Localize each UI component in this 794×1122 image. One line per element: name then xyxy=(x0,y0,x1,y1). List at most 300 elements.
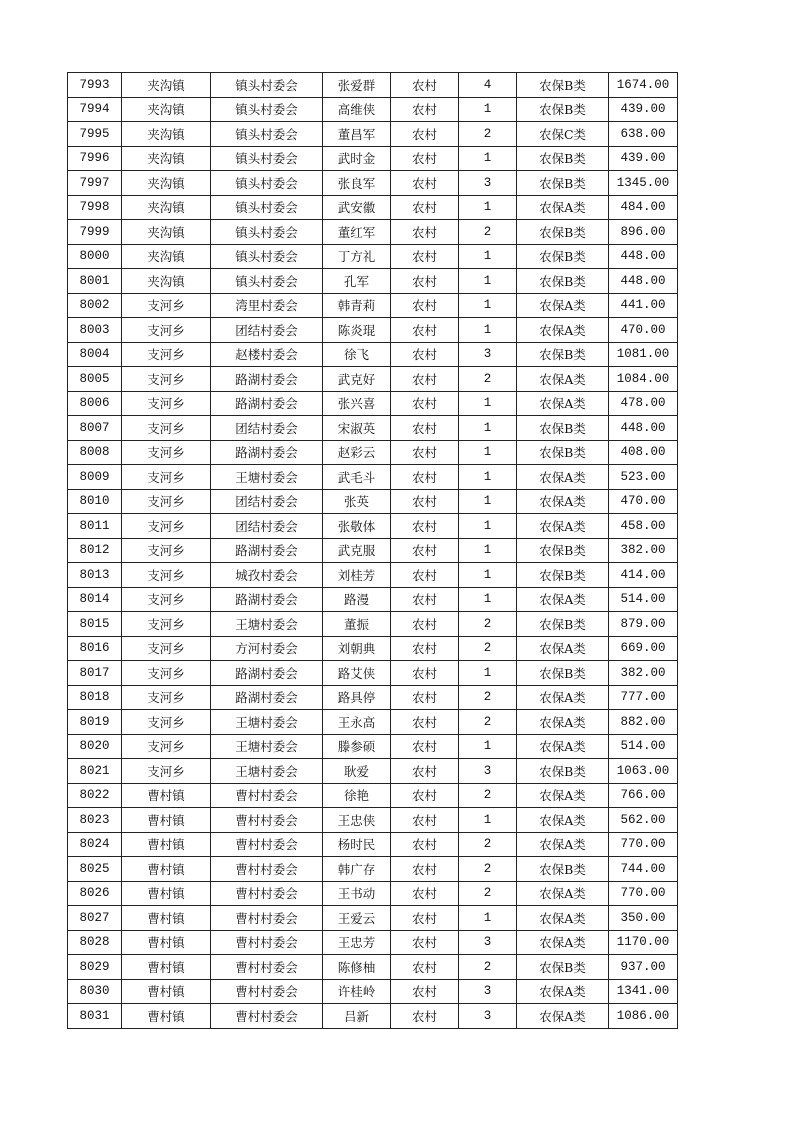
area-type-cell: 农村 xyxy=(391,930,459,955)
amount-cell: 441.00 xyxy=(609,293,678,318)
amount-cell: 882.00 xyxy=(609,710,678,735)
insurance-category-cell: 农保A类 xyxy=(517,685,609,710)
table-row xyxy=(68,881,678,906)
row-number-cell: 8013 xyxy=(68,563,122,588)
township-cell: 支河乡 xyxy=(122,685,211,710)
household-size-cell: 2 xyxy=(459,122,517,147)
table-row xyxy=(68,269,678,294)
household-size-cell: 1 xyxy=(459,318,517,343)
table-row xyxy=(68,146,678,171)
village-committee-cell: 团结村委会 xyxy=(211,416,323,441)
row-number-cell: 8027 xyxy=(68,906,122,931)
table-row xyxy=(68,930,678,955)
row-number-cell: 7994 xyxy=(68,97,122,122)
township-cell: 夹沟镇 xyxy=(122,146,211,171)
area-type-cell: 农村 xyxy=(391,808,459,833)
township-cell: 曹村镇 xyxy=(122,906,211,931)
person-name-cell: 陈修柚 xyxy=(323,955,391,980)
household-size-cell: 2 xyxy=(459,881,517,906)
township-cell: 夹沟镇 xyxy=(122,269,211,294)
amount-cell: 470.00 xyxy=(609,318,678,343)
household-size-cell: 2 xyxy=(459,955,517,980)
amount-cell: 638.00 xyxy=(609,122,678,147)
amount-cell: 1345.00 xyxy=(609,171,678,196)
row-number-cell: 8012 xyxy=(68,538,122,563)
amount-cell: 562.00 xyxy=(609,808,678,833)
township-cell: 支河乡 xyxy=(122,710,211,735)
area-type-cell: 农村 xyxy=(391,1004,459,1029)
table-row xyxy=(68,759,678,784)
person-name-cell: 吕新 xyxy=(323,1004,391,1029)
township-cell: 夹沟镇 xyxy=(122,220,211,245)
amount-cell: 382.00 xyxy=(609,538,678,563)
area-type-cell: 农村 xyxy=(391,293,459,318)
area-type-cell: 农村 xyxy=(391,636,459,661)
township-cell: 曹村镇 xyxy=(122,808,211,833)
person-name-cell: 武克好 xyxy=(323,367,391,392)
amount-cell: 669.00 xyxy=(609,636,678,661)
township-cell: 支河乡 xyxy=(122,514,211,539)
amount-cell: 484.00 xyxy=(609,195,678,220)
village-committee-cell: 镇头村委会 xyxy=(211,122,323,147)
area-type-cell: 农村 xyxy=(391,955,459,980)
household-size-cell: 1 xyxy=(459,440,517,465)
village-committee-cell: 团结村委会 xyxy=(211,318,323,343)
area-type-cell: 农村 xyxy=(391,244,459,269)
amount-cell: 770.00 xyxy=(609,881,678,906)
township-cell: 支河乡 xyxy=(122,293,211,318)
amount-cell: 439.00 xyxy=(609,146,678,171)
area-type-cell: 农村 xyxy=(391,318,459,343)
household-size-cell: 1 xyxy=(459,538,517,563)
person-name-cell: 刘朝典 xyxy=(323,636,391,661)
amount-cell: 458.00 xyxy=(609,514,678,539)
insurance-category-cell: 农保A类 xyxy=(517,979,609,1004)
village-committee-cell: 路湖村委会 xyxy=(211,440,323,465)
township-cell: 曹村镇 xyxy=(122,857,211,882)
person-name-cell: 宋淑英 xyxy=(323,416,391,441)
village-committee-cell: 王塘村委会 xyxy=(211,612,323,637)
household-size-cell: 1 xyxy=(459,465,517,490)
person-name-cell: 张英 xyxy=(323,489,391,514)
household-size-cell: 2 xyxy=(459,367,517,392)
amount-cell: 448.00 xyxy=(609,416,678,441)
person-name-cell: 路艾侠 xyxy=(323,661,391,686)
row-number-cell: 8022 xyxy=(68,783,122,808)
insurance-category-cell: 农保A类 xyxy=(517,636,609,661)
row-number-cell: 8018 xyxy=(68,685,122,710)
household-size-cell: 1 xyxy=(459,489,517,514)
area-type-cell: 农村 xyxy=(391,465,459,490)
table-row xyxy=(68,73,678,98)
insurance-category-cell: 农保B类 xyxy=(517,440,609,465)
household-size-cell: 1 xyxy=(459,416,517,441)
area-type-cell: 农村 xyxy=(391,342,459,367)
table-row xyxy=(68,979,678,1004)
village-committee-cell: 曹村村委会 xyxy=(211,857,323,882)
household-size-cell: 3 xyxy=(459,1004,517,1029)
area-type-cell: 农村 xyxy=(391,612,459,637)
insurance-category-cell: 农保B类 xyxy=(517,244,609,269)
township-cell: 夹沟镇 xyxy=(122,171,211,196)
area-type-cell: 农村 xyxy=(391,685,459,710)
area-type-cell: 农村 xyxy=(391,367,459,392)
person-name-cell: 王书动 xyxy=(323,881,391,906)
person-name-cell: 杨时民 xyxy=(323,832,391,857)
household-size-cell: 2 xyxy=(459,783,517,808)
person-name-cell: 武时金 xyxy=(323,146,391,171)
row-number-cell: 8011 xyxy=(68,514,122,539)
village-committee-cell: 镇头村委会 xyxy=(211,73,323,98)
area-type-cell: 农村 xyxy=(391,563,459,588)
person-name-cell: 武安徽 xyxy=(323,195,391,220)
township-cell: 夹沟镇 xyxy=(122,122,211,147)
insurance-category-cell: 农保A类 xyxy=(517,906,609,931)
amount-cell: 1674.00 xyxy=(609,73,678,98)
township-cell: 支河乡 xyxy=(122,440,211,465)
township-cell: 支河乡 xyxy=(122,612,211,637)
township-cell: 夹沟镇 xyxy=(122,73,211,98)
amount-cell: 1081.00 xyxy=(609,342,678,367)
village-committee-cell: 湾里村委会 xyxy=(211,293,323,318)
township-cell: 曹村镇 xyxy=(122,1004,211,1029)
insurance-category-cell: 农保A类 xyxy=(517,293,609,318)
row-number-cell: 8007 xyxy=(68,416,122,441)
area-type-cell: 农村 xyxy=(391,759,459,784)
township-cell: 曹村镇 xyxy=(122,955,211,980)
row-number-cell: 8026 xyxy=(68,881,122,906)
amount-cell: 766.00 xyxy=(609,783,678,808)
insurance-category-cell: 农保A类 xyxy=(517,734,609,759)
household-size-cell: 2 xyxy=(459,832,517,857)
township-cell: 夹沟镇 xyxy=(122,244,211,269)
township-cell: 支河乡 xyxy=(122,416,211,441)
amount-cell: 1063.00 xyxy=(609,759,678,784)
township-cell: 支河乡 xyxy=(122,318,211,343)
amount-cell: 478.00 xyxy=(609,391,678,416)
insurance-category-cell: 农保A类 xyxy=(517,391,609,416)
insurance-category-cell: 农保B类 xyxy=(517,73,609,98)
village-committee-cell: 路湖村委会 xyxy=(211,685,323,710)
row-number-cell: 8004 xyxy=(68,342,122,367)
row-number-cell: 7993 xyxy=(68,73,122,98)
person-name-cell: 王爱云 xyxy=(323,906,391,931)
insurance-category-cell: 农保A类 xyxy=(517,465,609,490)
household-size-cell: 1 xyxy=(459,269,517,294)
table-row xyxy=(68,367,678,392)
household-size-cell: 3 xyxy=(459,930,517,955)
township-cell: 支河乡 xyxy=(122,661,211,686)
area-type-cell: 农村 xyxy=(391,220,459,245)
household-size-cell: 1 xyxy=(459,195,517,220)
village-committee-cell: 曹村村委会 xyxy=(211,881,323,906)
table-row xyxy=(68,195,678,220)
village-committee-cell: 曹村村委会 xyxy=(211,832,323,857)
township-cell: 支河乡 xyxy=(122,465,211,490)
township-cell: 支河乡 xyxy=(122,489,211,514)
village-committee-cell: 曹村村委会 xyxy=(211,1004,323,1029)
table-row xyxy=(68,244,678,269)
insurance-category-cell: 农保A类 xyxy=(517,710,609,735)
village-committee-cell: 曹村村委会 xyxy=(211,783,323,808)
person-name-cell: 孔军 xyxy=(323,269,391,294)
table-row xyxy=(68,563,678,588)
table-row xyxy=(68,832,678,857)
table-row xyxy=(68,710,678,735)
row-number-cell: 8028 xyxy=(68,930,122,955)
village-committee-cell: 镇头村委会 xyxy=(211,220,323,245)
household-size-cell: 1 xyxy=(459,906,517,931)
household-size-cell: 2 xyxy=(459,857,517,882)
village-committee-cell: 路湖村委会 xyxy=(211,391,323,416)
person-name-cell: 张良军 xyxy=(323,171,391,196)
row-number-cell: 8016 xyxy=(68,636,122,661)
household-size-cell: 1 xyxy=(459,391,517,416)
table-row xyxy=(68,465,678,490)
row-number-cell: 8030 xyxy=(68,979,122,1004)
row-number-cell: 8029 xyxy=(68,955,122,980)
township-cell: 支河乡 xyxy=(122,636,211,661)
household-size-cell: 1 xyxy=(459,244,517,269)
row-number-cell: 7995 xyxy=(68,122,122,147)
insurance-category-cell: 农保A类 xyxy=(517,808,609,833)
household-size-cell: 4 xyxy=(459,73,517,98)
amount-cell: 896.00 xyxy=(609,220,678,245)
insurance-category-cell: 农保A类 xyxy=(517,881,609,906)
insurance-category-cell: 农保B类 xyxy=(517,146,609,171)
row-number-cell: 8006 xyxy=(68,391,122,416)
township-cell: 支河乡 xyxy=(122,342,211,367)
area-type-cell: 农村 xyxy=(391,832,459,857)
area-type-cell: 农村 xyxy=(391,269,459,294)
household-size-cell: 3 xyxy=(459,979,517,1004)
table-row xyxy=(68,906,678,931)
household-size-cell: 1 xyxy=(459,661,517,686)
person-name-cell: 王忠芳 xyxy=(323,930,391,955)
household-size-cell: 1 xyxy=(459,587,517,612)
table-row xyxy=(68,685,678,710)
person-name-cell: 许桂岭 xyxy=(323,979,391,1004)
village-committee-cell: 王塘村委会 xyxy=(211,465,323,490)
insurance-category-cell: 农保B类 xyxy=(517,759,609,784)
village-committee-cell: 团结村委会 xyxy=(211,489,323,514)
township-cell: 支河乡 xyxy=(122,587,211,612)
insurance-category-cell: 农保A类 xyxy=(517,1004,609,1029)
area-type-cell: 农村 xyxy=(391,146,459,171)
household-size-cell: 3 xyxy=(459,342,517,367)
township-cell: 曹村镇 xyxy=(122,930,211,955)
village-committee-cell: 团结村委会 xyxy=(211,514,323,539)
row-number-cell: 8000 xyxy=(68,244,122,269)
row-number-cell: 8010 xyxy=(68,489,122,514)
area-type-cell: 农村 xyxy=(391,416,459,441)
amount-cell: 879.00 xyxy=(609,612,678,637)
village-committee-cell: 路湖村委会 xyxy=(211,367,323,392)
person-name-cell: 武毛斗 xyxy=(323,465,391,490)
area-type-cell: 农村 xyxy=(391,171,459,196)
village-committee-cell: 王塘村委会 xyxy=(211,710,323,735)
village-committee-cell: 王塘村委会 xyxy=(211,734,323,759)
village-committee-cell: 镇头村委会 xyxy=(211,97,323,122)
village-committee-cell: 路湖村委会 xyxy=(211,587,323,612)
person-name-cell: 丁方礼 xyxy=(323,244,391,269)
insurance-category-cell: 农保B类 xyxy=(517,563,609,588)
person-name-cell: 韩广存 xyxy=(323,857,391,882)
area-type-cell: 农村 xyxy=(391,440,459,465)
amount-cell: 470.00 xyxy=(609,489,678,514)
insurance-category-cell: 农保A类 xyxy=(517,783,609,808)
area-type-cell: 农村 xyxy=(391,661,459,686)
person-name-cell: 董昌军 xyxy=(323,122,391,147)
person-name-cell: 徐艳 xyxy=(323,783,391,808)
row-number-cell: 8024 xyxy=(68,832,122,857)
row-number-cell: 8003 xyxy=(68,318,122,343)
table-row xyxy=(68,122,678,147)
row-number-cell: 7999 xyxy=(68,220,122,245)
row-number-cell: 8001 xyxy=(68,269,122,294)
records-table xyxy=(67,72,678,1029)
township-cell: 夹沟镇 xyxy=(122,195,211,220)
insurance-category-cell: 农保A类 xyxy=(517,930,609,955)
township-cell: 支河乡 xyxy=(122,538,211,563)
household-size-cell: 1 xyxy=(459,146,517,171)
person-name-cell: 张敬体 xyxy=(323,514,391,539)
table-row xyxy=(68,342,678,367)
insurance-category-cell: 农保A类 xyxy=(517,367,609,392)
row-number-cell: 8005 xyxy=(68,367,122,392)
row-number-cell: 7996 xyxy=(68,146,122,171)
amount-cell: 514.00 xyxy=(609,587,678,612)
household-size-cell: 1 xyxy=(459,734,517,759)
amount-cell: 514.00 xyxy=(609,734,678,759)
table-row xyxy=(68,1004,678,1029)
area-type-cell: 农村 xyxy=(391,489,459,514)
person-name-cell: 张兴喜 xyxy=(323,391,391,416)
table-row xyxy=(68,171,678,196)
table-row xyxy=(68,293,678,318)
amount-cell: 439.00 xyxy=(609,97,678,122)
area-type-cell: 农村 xyxy=(391,97,459,122)
amount-cell: 744.00 xyxy=(609,857,678,882)
person-name-cell: 滕参硕 xyxy=(323,734,391,759)
amount-cell: 382.00 xyxy=(609,661,678,686)
person-name-cell: 董红军 xyxy=(323,220,391,245)
person-name-cell: 张爱群 xyxy=(323,73,391,98)
person-name-cell: 陈炎琨 xyxy=(323,318,391,343)
insurance-category-cell: 农保B类 xyxy=(517,857,609,882)
amount-cell: 1086.00 xyxy=(609,1004,678,1029)
table-row xyxy=(68,391,678,416)
person-name-cell: 高维侠 xyxy=(323,97,391,122)
row-number-cell: 8031 xyxy=(68,1004,122,1029)
township-cell: 支河乡 xyxy=(122,759,211,784)
township-cell: 夹沟镇 xyxy=(122,97,211,122)
insurance-category-cell: 农保B类 xyxy=(517,171,609,196)
row-number-cell: 8025 xyxy=(68,857,122,882)
row-number-cell: 8023 xyxy=(68,808,122,833)
household-size-cell: 1 xyxy=(459,293,517,318)
person-name-cell: 路具停 xyxy=(323,685,391,710)
area-type-cell: 农村 xyxy=(391,195,459,220)
amount-cell: 937.00 xyxy=(609,955,678,980)
household-size-cell: 2 xyxy=(459,612,517,637)
village-committee-cell: 镇头村委会 xyxy=(211,269,323,294)
township-cell: 支河乡 xyxy=(122,367,211,392)
table-row xyxy=(68,416,678,441)
household-size-cell: 1 xyxy=(459,808,517,833)
village-committee-cell: 曹村村委会 xyxy=(211,979,323,1004)
table-row xyxy=(68,612,678,637)
person-name-cell: 王忠侠 xyxy=(323,808,391,833)
village-committee-cell: 曹村村委会 xyxy=(211,930,323,955)
village-committee-cell: 曹村村委会 xyxy=(211,906,323,931)
household-size-cell: 1 xyxy=(459,563,517,588)
insurance-category-cell: 农保B类 xyxy=(517,538,609,563)
table-row xyxy=(68,440,678,465)
village-committee-cell: 路湖村委会 xyxy=(211,661,323,686)
row-number-cell: 8021 xyxy=(68,759,122,784)
table-row xyxy=(68,489,678,514)
table-row xyxy=(68,734,678,759)
insurance-category-cell: 农保B类 xyxy=(517,955,609,980)
area-type-cell: 农村 xyxy=(391,979,459,1004)
table-row xyxy=(68,661,678,686)
township-cell: 曹村镇 xyxy=(122,832,211,857)
village-committee-cell: 镇头村委会 xyxy=(211,171,323,196)
area-type-cell: 农村 xyxy=(391,783,459,808)
township-cell: 曹村镇 xyxy=(122,881,211,906)
row-number-cell: 8002 xyxy=(68,293,122,318)
amount-cell: 448.00 xyxy=(609,269,678,294)
household-size-cell: 2 xyxy=(459,710,517,735)
insurance-category-cell: 农保B类 xyxy=(517,97,609,122)
table-row xyxy=(68,857,678,882)
area-type-cell: 农村 xyxy=(391,391,459,416)
table-row xyxy=(68,538,678,563)
table-row xyxy=(68,587,678,612)
amount-cell: 414.00 xyxy=(609,563,678,588)
village-committee-cell: 曹村村委会 xyxy=(211,808,323,833)
table-row xyxy=(68,808,678,833)
area-type-cell: 农村 xyxy=(391,122,459,147)
village-committee-cell: 曹村村委会 xyxy=(211,955,323,980)
row-number-cell: 8017 xyxy=(68,661,122,686)
township-cell: 支河乡 xyxy=(122,734,211,759)
village-committee-cell: 王塘村委会 xyxy=(211,759,323,784)
insurance-category-cell: 农保C类 xyxy=(517,122,609,147)
township-cell: 曹村镇 xyxy=(122,783,211,808)
table-row xyxy=(68,955,678,980)
table-row xyxy=(68,636,678,661)
village-committee-cell: 镇头村委会 xyxy=(211,146,323,171)
insurance-category-cell: 农保A类 xyxy=(517,318,609,343)
household-size-cell: 2 xyxy=(459,220,517,245)
person-name-cell: 韩青莉 xyxy=(323,293,391,318)
insurance-category-cell: 农保A类 xyxy=(517,587,609,612)
township-cell: 曹村镇 xyxy=(122,979,211,1004)
household-size-cell: 1 xyxy=(459,514,517,539)
insurance-category-cell: 农保B类 xyxy=(517,416,609,441)
amount-cell: 1170.00 xyxy=(609,930,678,955)
insurance-category-cell: 农保B类 xyxy=(517,269,609,294)
insurance-category-cell: 农保B类 xyxy=(517,612,609,637)
person-name-cell: 赵彩云 xyxy=(323,440,391,465)
area-type-cell: 农村 xyxy=(391,514,459,539)
amount-cell: 408.00 xyxy=(609,440,678,465)
household-size-cell: 2 xyxy=(459,636,517,661)
township-cell: 支河乡 xyxy=(122,391,211,416)
amount-cell: 448.00 xyxy=(609,244,678,269)
